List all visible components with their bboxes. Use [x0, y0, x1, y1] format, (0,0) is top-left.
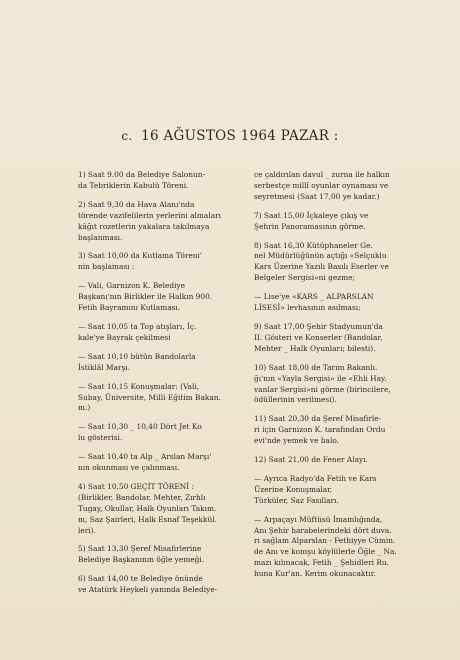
text-line: Şehrin Panoramasının görme.: [254, 221, 366, 231]
text-line: — Vali, Garnizon K. Belediye: [78, 281, 186, 291]
text-line: huna Kur'an. Kerim okunacaktır.: [254, 569, 376, 579]
text-line: 3) Saat 10,00 da Kutlama Töreni': [78, 251, 202, 261]
left-column-item: [78, 322, 258, 344]
text-line: m, Saz Şairleri, Halk Esnaf Teşekkül.: [78, 514, 217, 524]
text-line: nın okunması ve çalınması.: [78, 463, 180, 473]
left-column: [78, 170, 258, 604]
text-line: — Saat 10,05 ta Top atışları, İç.: [78, 321, 197, 331]
text-line: — Lise'ye «KARS _ ALPARSLAN: [254, 292, 374, 302]
text-line: Fetih Bayramını Kutlaması.: [78, 303, 181, 313]
right-column-item: [254, 211, 434, 233]
page-header: [0, 128, 460, 144]
text-line: Üzerine Konuşmalar,: [254, 484, 333, 494]
right-column-item: [254, 170, 434, 203]
left-column-item: [78, 251, 258, 273]
text-line: Anı Şehir harabelerindeki dört duva.: [254, 525, 392, 535]
text-line: törende vazifelilerin yerlerini almaları: [78, 210, 221, 220]
header-suffix: :: [333, 128, 339, 144]
right-column: [254, 170, 434, 588]
text-line: 2) Saat 9,30 da Hava Alanı'nda: [78, 199, 195, 209]
left-column-item: [78, 482, 258, 537]
text-line: 10) Saat 18,00 de Tarım Bakanlı.: [254, 362, 378, 372]
text-line: — Ayrıca Radyo'da Fetih ve Kars: [254, 473, 377, 483]
text-line: II. Gösteri ve Konserler (Bandolar,: [254, 332, 383, 342]
text-line: ce çaldırılan davul _ zurna ile halkın: [254, 170, 390, 179]
right-column-item: [254, 322, 434, 355]
right-column-item: [254, 363, 434, 407]
text-line: 4) Saat 10,50 GEÇİT TÖRENİ :: [78, 481, 194, 491]
text-line: kâğıt rozetlerin yakalara takılmaya: [78, 221, 210, 231]
header-date: 16 AĞUSTOS 1964: [141, 128, 277, 144]
text-line: 6) Saat 14,00 te Belediye önünde: [78, 574, 203, 584]
text-line: 1) Saat 9.00 da Belediye Salonun-: [78, 170, 206, 179]
text-line: LİSESİ» levhasının asılması;: [254, 303, 361, 313]
text-line: 8) Saat 16,30 Kütüphaneler Ge.: [254, 240, 373, 250]
left-column-item: [78, 200, 258, 244]
text-line: nin başlaması :: [78, 262, 135, 272]
text-line: Belgeler Sergisi»ni gezme;: [254, 273, 355, 283]
text-line: — Saat 10,40 ta Alp _ Arslan Marşı': [78, 452, 212, 462]
text-line: serbestçe millî oyunlar oynaması ve: [254, 180, 389, 190]
right-column-item: [254, 292, 434, 314]
text-line: ve Atatürk Heykeli yanında Belediye-: [78, 585, 218, 595]
text-line: — Arpaçayı Müftüsü İmamlığında,: [254, 514, 383, 524]
text-line: mazı kılınacak, Fetih _ Şehidleri Ru.: [254, 558, 390, 568]
text-line: kale'ye Bayrak çekilmesi: [78, 332, 171, 342]
text-line: nel Müdürlüğünün açtığı «Selçuklu: [254, 251, 387, 261]
left-column-item: [78, 452, 258, 474]
header-day: PAZAR: [280, 128, 330, 144]
right-column-item: [254, 474, 434, 507]
text-line: 5) Saat 13,30 Şeref Misafirlerine: [78, 544, 202, 554]
text-line: leri).: [78, 525, 96, 535]
text-line: Belediye Başkanının öğle yemeği.: [78, 555, 205, 565]
left-column-item: [78, 544, 258, 566]
left-column-item: [78, 422, 258, 444]
text-line: — Saat 10,10 bütün Bandolarla: [78, 351, 196, 361]
left-column-item: [78, 352, 258, 374]
text-line: başlanması.: [78, 232, 123, 242]
text-line: ri için Garnizon K. tarafından Ordu: [254, 425, 386, 435]
text-line: Kars Üzerine Yazılı Basılı Eserler ve: [254, 262, 389, 272]
text-line: 7) Saat 15,00 İçkaleye çıkış ve: [254, 210, 369, 220]
right-column-item: [254, 515, 434, 580]
left-column-item: [78, 382, 258, 415]
left-column-item: [78, 574, 258, 596]
text-line: — Saat 10,30 _ 10,40 Dört Jet Ko: [78, 422, 202, 432]
right-column-item: [254, 455, 434, 466]
header-lead: c.: [121, 129, 133, 143]
text-line: da Tebriklerin Kabulü Töreni.: [78, 180, 189, 190]
text-line: ödüllerinin verilmesi).: [254, 395, 337, 405]
text-line: Subay, Üniversite, Milli Eğitim Bakan.: [78, 392, 221, 402]
text-line: seyretmesi (Saat 17,00 ye kadar.): [254, 191, 380, 201]
text-line: Türküler, Saz Fasılları.: [254, 495, 339, 505]
text-line: Mehter _ Halk Oyunları; bilesti).: [254, 343, 376, 353]
text-line: lu gösterisi.: [78, 433, 123, 443]
text-line: 9) Saat 17,00 Şehir Stadyumun'da: [254, 321, 383, 331]
left-column-item: [78, 281, 258, 314]
text-line: Başkanı'nın Birlikler ile Halkın 900.: [78, 292, 213, 302]
right-column-item: [254, 414, 434, 447]
text-line: 12) Saat 21,00 de Fener Alayı.: [254, 455, 368, 465]
text-line: vanlar Sergisi»ni görme (birincilere,: [254, 384, 391, 394]
text-line: evi'nde yemek ve balo.: [254, 436, 339, 446]
text-line: ğı'nın «Yayla Sergisi» ile «Ehli Hay.: [254, 373, 387, 383]
text-line: 11) Saat 20,30 da Şeref Misafirle-: [254, 414, 382, 424]
text-line: de Anı ve komşu köylülerle Öğle _ Na.: [254, 547, 397, 557]
right-column-item: [254, 241, 434, 285]
text-line: İstiklâl Marşı.: [78, 362, 131, 372]
text-line: Tugay, Okullar, Halk Oyunları Takım.: [78, 503, 217, 513]
left-column-item: [78, 170, 258, 192]
text-line: m.): [78, 403, 91, 413]
text-line: rı sağlam Alparslan - Fethiyye Cümin.: [254, 536, 396, 546]
text-line: (Birlikler, Bandolar, Mehter, Zırhlı: [78, 492, 206, 502]
text-line: — Saat 10,15 Konuşmalar: (Vali,: [78, 381, 200, 391]
